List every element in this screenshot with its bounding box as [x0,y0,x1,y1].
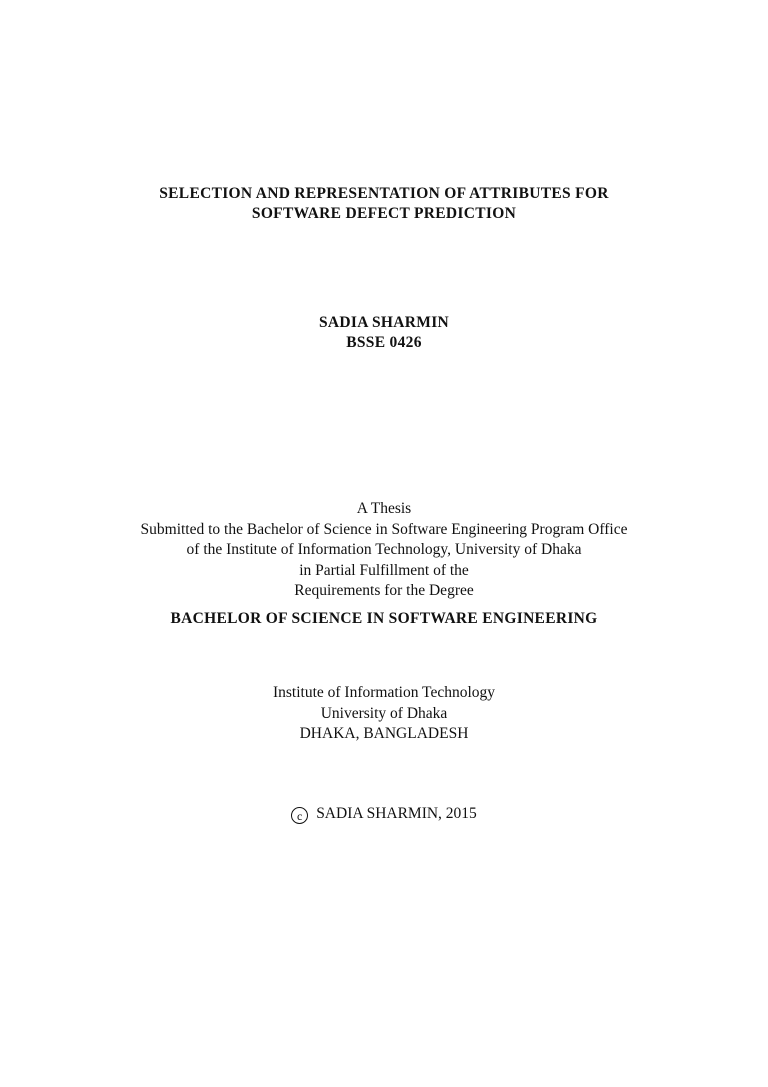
copyright-text: SADIA SHARMIN, 2015 [316,805,477,822]
institution-line: of the Institute of Information Technology, University of Dhaka [186,541,582,558]
fulfillment-line: in Partial Fulfillment of the [299,561,469,579]
copyright-icon: c [291,807,308,824]
thesis-title-line-1: SELECTION AND REPRESENTATION OF ATTRIBUTES FOR [159,185,609,202]
copyright-notice [0,804,768,825]
institute-address [0,683,768,745]
requirements-line: Requirements for the Degree [294,582,474,599]
city-country: DHAKA, BANGLADESH [299,725,469,742]
author-id: BSSE 0426 [346,334,422,351]
thesis-title [0,184,768,224]
thesis-label: A Thesis [356,500,412,517]
degree-text: BACHELOR OF SCIENCE IN SOFTWARE ENGINEERING [170,610,598,627]
thesis-statement [0,499,768,602]
university-name: University of Dhaka [320,704,448,722]
author-name: SADIA SHARMIN [318,314,450,331]
submission-line: Submitted to the Bachelor of Science in Software Engineering Program Office [140,520,628,538]
institute-name: Institute of Information Technology [272,684,496,701]
thesis-title-line-2: SOFTWARE DEFECT PREDICTION [251,205,517,222]
degree-name [0,609,768,629]
author-info [0,313,768,353]
